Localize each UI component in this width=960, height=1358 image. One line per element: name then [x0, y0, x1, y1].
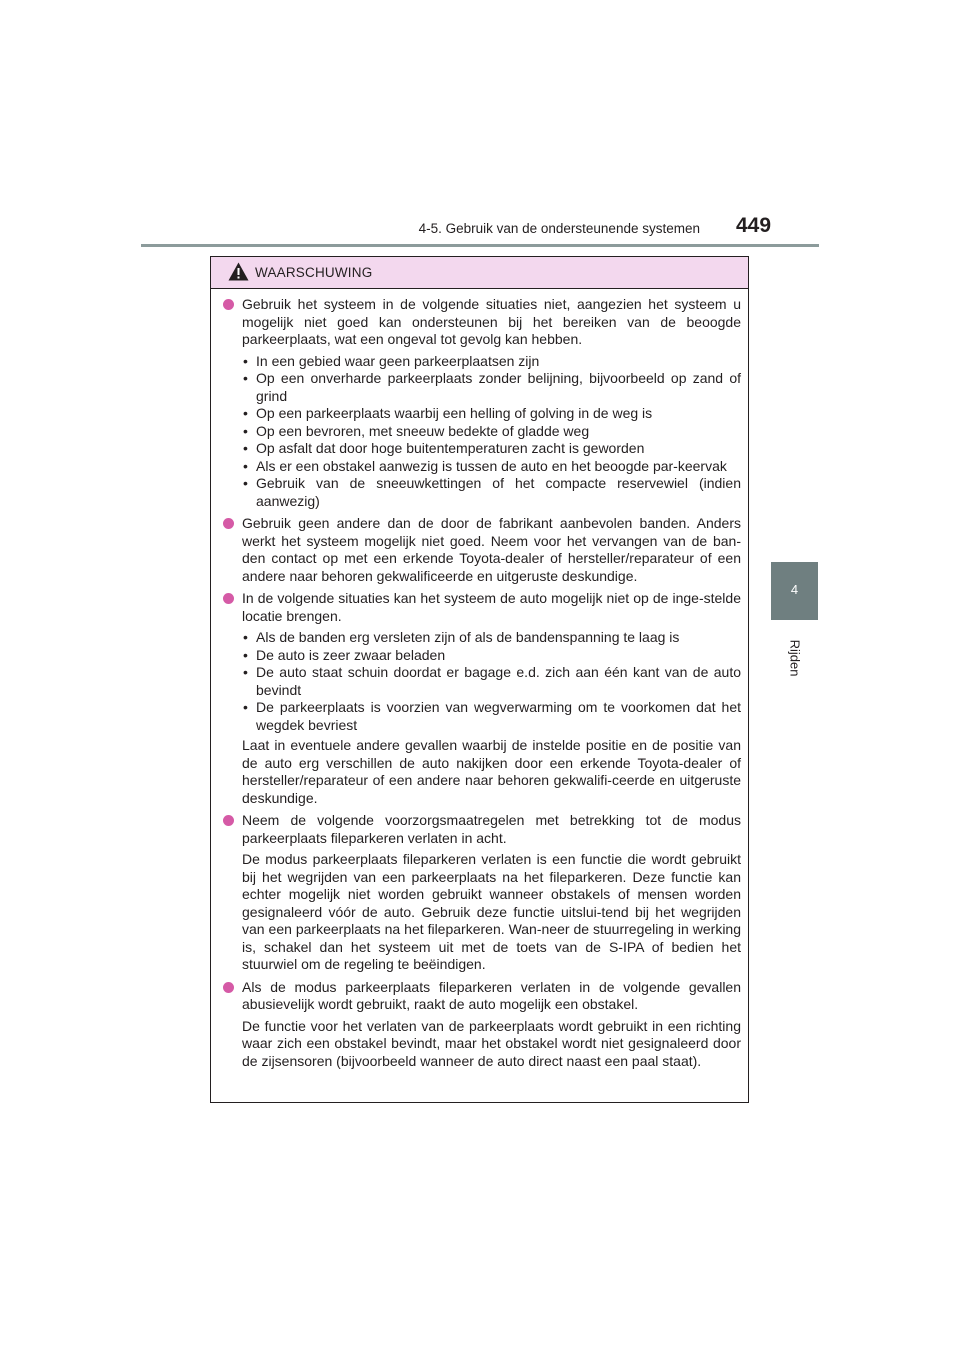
bullet-icon	[223, 982, 234, 993]
warning-triangle-icon	[228, 262, 249, 281]
sub-list-item: • Gebruik van de sneeuwkettingen of het compacte reservewiel (indien aanwezig)	[242, 475, 741, 510]
warning-item	[222, 812, 741, 974]
warning-paragraph: In de volgende situaties kan het systeem de auto mogelijk niet op de inge-stelde locatie brengen.	[242, 590, 741, 624]
warning-header	[211, 257, 748, 289]
warning-item	[222, 979, 741, 1071]
chapter-label-text: Rijden	[787, 639, 803, 677]
bullet-icon	[223, 593, 234, 604]
sub-list-item: • Als de banden erg versleten zijn of als de bandenspanning te laag is	[242, 629, 741, 647]
warning-paragraph: Als de modus parkeerplaats fileparkeren verlaten in de volgende gevallen abusievelijk wordt gebruikt, raakt de auto mogelijk een obstakel.	[242, 978, 741, 1012]
section-title: 4-5. Gebruik van de ondersteunende systemen	[418, 221, 700, 236]
page-number: 449	[736, 214, 772, 237]
sub-list-item: • De auto is zeer zwaar beladen	[242, 647, 741, 665]
sub-list-item: • Als er een obstakel aanwezig is tussen de auto en het beoogde par-keervak	[242, 458, 741, 476]
warning-paragraph: Neem de volgende voorzorgsmaatregelen met betrekking tot de modus parkeerplaats fileparkeren verlaten in acht.	[242, 812, 741, 846]
warning-paragraph: De modus parkeerplaats fileparkeren verlaten is een functie die wordt gebruikt bij het wegrijden van een parkeerplaats na het fileparkeren. Deze functie kan echter mogelijk niet worden gebruikt wanneer obstakels of mensen worden gesignaleerd vóór de auto. Gebruik deze functie uitslui-tend bij het wegrijden van een parkeerplaats na het fileparkeren. Wan-neer de stuurregeling in werking is, schakel dan het systeem uit met de toets van de S-IPA of bedien het stuurwiel om de regeling te beëindigen.	[242, 851, 741, 972]
warning-title: WAARSCHUWING	[255, 265, 373, 280]
sub-list	[242, 629, 741, 734]
bullet-icon	[223, 299, 234, 310]
warning-paragraph: Gebruik het systeem in de volgende situaties niet, aangezien het systeem u mogelijk niet goed kan ondersteunen bij het bereiken van de beoogde parkeerplaats, wat een ongeval tot gevolg kan hebben.	[242, 296, 741, 347]
warning-box	[210, 256, 749, 1103]
chapter-number: 4	[790, 582, 799, 597]
bullet-icon	[223, 815, 234, 826]
warning-paragraph: De functie voor het verlaten van de parkeerplaats wordt gebruikt in een richting waar zich een obstakel bevindt, maar het obstakel wordt niet gesignaleerd door de zijsensoren (bijvoorbeeld wanneer de auto direct naast een paal staat).	[242, 1017, 741, 1069]
sub-list-item: • In een gebied waar geen parkeerplaatsen zijn	[242, 353, 741, 371]
sub-list-item: • De auto staat schuin doordat er bagage e.d. zich aan één kant van de auto bevindt	[242, 664, 741, 699]
sub-list-item: • Op een parkeerplaats waarbij een helling of golving in de weg is	[242, 405, 741, 423]
warning-paragraph: Gebruik geen andere dan de door de fabrikant aanbevolen banden. Anders werkt het systeem mogelijk niet goed. Neem voor het vervangen van de ban-den contact op met een erkende Toyota-dealer of hersteller/reparateur of een andere naar behoren gekwalificeerde en uitgeruste deskundige.	[242, 515, 741, 584]
sub-list-item: • Op een onverharde parkeerplaats zonder belijning, bijvoorbeeld op zand of grind	[242, 370, 741, 405]
sub-list-item: • De parkeerplaats is voorzien van wegverwarming om te voorkomen dat het wegdek bevriest	[242, 699, 741, 734]
warning-item	[222, 590, 741, 807]
sub-list	[242, 353, 741, 511]
warning-body	[211, 289, 748, 1070]
header-divider	[141, 244, 819, 247]
warning-paragraph: Laat in eventuele andere gevallen waarbij de instelde positie en de positie van de auto erg verschillen de auto nakijken door een erkende Toyota-dealer of hersteller/reparateur of een andere naar behoren gekwalifi-ceerde en uitgeruste deskundige.	[242, 737, 741, 806]
chapter-label	[780, 628, 810, 688]
chapter-tab	[771, 562, 818, 620]
sub-list-item: • Op een bevroren, met sneeuw bedekte of gladde weg	[242, 423, 741, 441]
sub-list-item: • Op asfalt dat door hoge buitentemperaturen zacht is geworden	[242, 440, 741, 458]
warning-item	[222, 296, 741, 510]
warning-item	[222, 515, 741, 585]
bullet-icon	[223, 518, 234, 529]
